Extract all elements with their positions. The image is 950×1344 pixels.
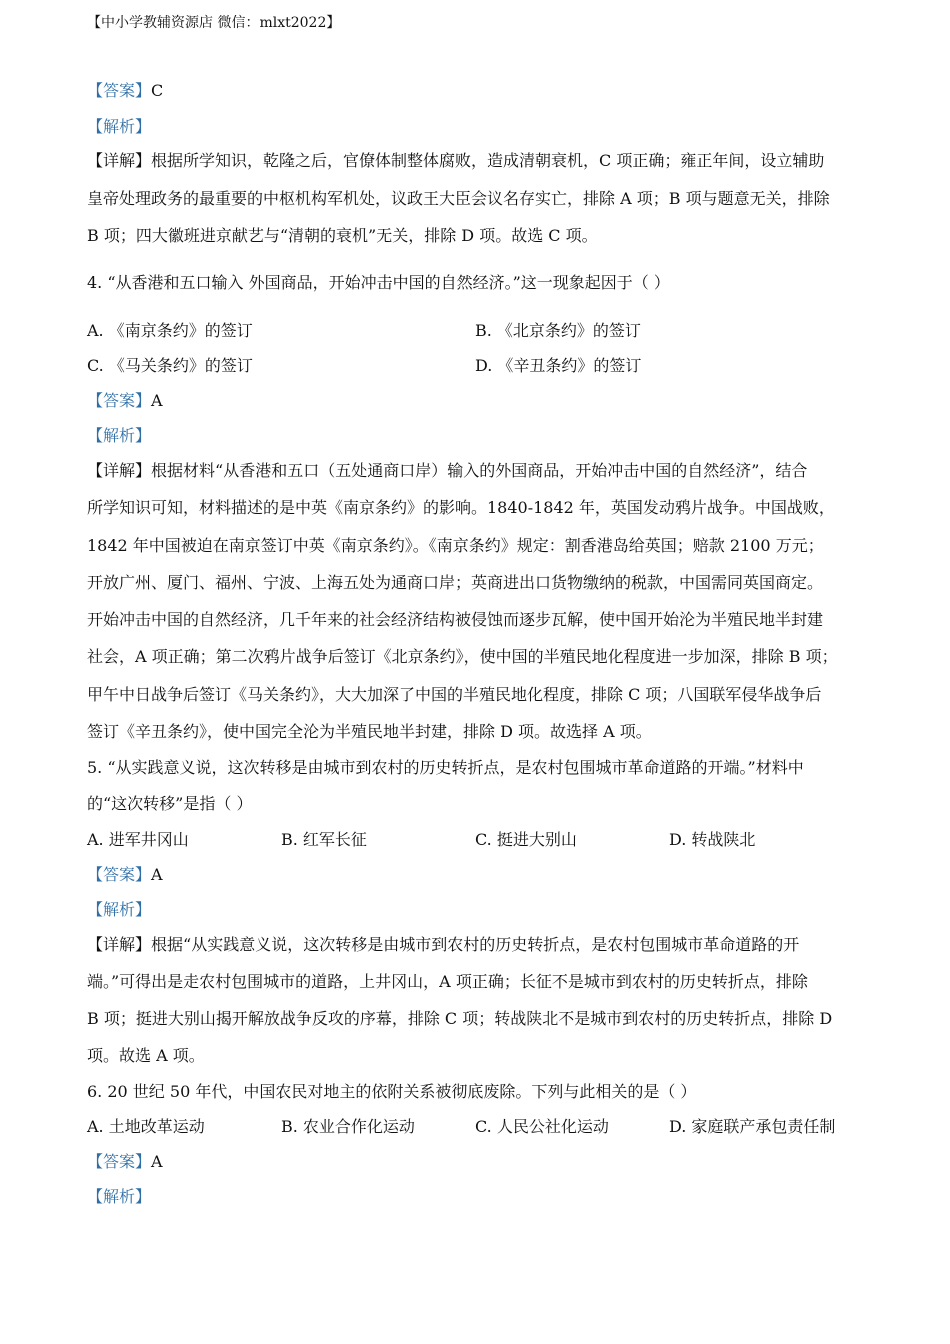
option-d: D. 转战陕北 xyxy=(669,830,756,849)
analysis-line xyxy=(87,899,151,921)
option-c: C. 人民公社化运动 xyxy=(475,1117,609,1136)
answer-tag: 【答案】 xyxy=(87,865,152,884)
analysis-tag: 【解析】 xyxy=(87,900,152,919)
analysis-tag: 【解析】 xyxy=(87,426,152,445)
analysis-line xyxy=(87,425,151,447)
option-a: A. 土地改革运动 xyxy=(87,1117,205,1136)
answer-value: A xyxy=(151,865,163,884)
detail-line: 皇帝处理政务的最重要的中枢机构军机处，议政王大臣会议名存实亡，排除 A 项；B 项与题意无关，排除 xyxy=(87,189,830,208)
detail-line: B 项；四大徽班进京献艺与“清朝的衰机”无关，排除 D 项。故选 C 项。 xyxy=(87,226,598,245)
option-b: B. 红军长征 xyxy=(281,830,367,849)
detail-line xyxy=(87,150,824,172)
detail-text: 根据所学知识，乾隆之后，官僚体制整体腐败，造成清朝衰机，C 项正确；雍正年间，设立辅助 xyxy=(151,151,825,170)
option-b: B. 《北京条约》的签订 xyxy=(475,321,641,340)
question-text: 6. 20 世纪 50 年代，中国农民对地主的依附关系被彻底废除。下列与此相关的是（ ） xyxy=(87,1082,697,1101)
answer-value: C xyxy=(151,81,164,100)
answer-value: A xyxy=(151,391,163,410)
detail-line: 开放广州、厦门、福州、宁波、上海五处为通商口岸；英商进出口货物缴纳的税款，中国需同英国商定。 xyxy=(87,573,824,592)
option-c: C. 挺进大别山 xyxy=(475,830,577,849)
detail-line xyxy=(87,460,807,482)
detail-text: 根据材料“从香港和五口（五处通商口岸）输入的外国商品，开始冲击中国的自然经济”，结合 xyxy=(151,461,808,480)
option-a: A. 《南京条约》的签订 xyxy=(87,321,253,340)
answer-line xyxy=(87,80,163,102)
option-d: D. 家庭联产承包责任制 xyxy=(669,1117,836,1136)
detail-line: 社会，A 项正确；第二次鸦片战争后签订《北京条约》，使中国的半殖民地化程度进一步加深，排除 B 项； xyxy=(87,647,838,666)
option-c: C. 《马关条约》的签订 xyxy=(87,356,253,375)
detail-line: 项。故选 A 项。 xyxy=(87,1046,205,1065)
detail-tag: 【详解】 xyxy=(87,151,152,170)
page-header: 【中小学教辅资源店 微信：mlxt2022】 xyxy=(87,15,341,31)
question-text: 5. “从实践意义说，这次转移是由城市到农村的历史转折点，是农村包围城市革命道路的开端。”材料中 xyxy=(87,758,804,777)
answer-line xyxy=(87,1151,163,1173)
question-text: 4. “从香港和五口输入 外国商品，开始冲击中国的自然经济。”这一现象起因于（ ） xyxy=(87,273,670,292)
detail-tag: 【详解】 xyxy=(87,935,152,954)
option-d: D. 《辛丑条约》的签订 xyxy=(475,356,642,375)
detail-line: 1842 年中国被迫在南京签订中英《南京条约》。《南京条约》规定：割香港岛给英国；赔款 2100 万元； xyxy=(87,536,824,555)
analysis-tag: 【解析】 xyxy=(87,1187,152,1206)
option-b: B. 农业合作化运动 xyxy=(281,1117,415,1136)
analysis-line xyxy=(87,116,151,138)
option-a: A. 进军井冈山 xyxy=(87,830,189,849)
answer-value: A xyxy=(151,1152,163,1171)
analysis-line xyxy=(87,1186,151,1208)
detail-line: 甲午中日战争后签订《马关条约》，大大加深了中国的半殖民地化程度，排除 C 项；八国联军侵华战争后 xyxy=(87,685,822,704)
answer-line xyxy=(87,390,163,412)
question-text: 的“这次转移”是指（ ） xyxy=(87,794,253,813)
analysis-tag: 【解析】 xyxy=(87,117,152,136)
detail-text: 根据“从实践意义说，这次转移是由城市到农村的历史转折点，是农村包围城市革命道路的开 xyxy=(151,935,800,954)
answer-tag: 【答案】 xyxy=(87,391,152,410)
detail-tag: 【详解】 xyxy=(87,461,152,480)
answer-tag: 【答案】 xyxy=(87,1152,152,1171)
answer-tag: 【答案】 xyxy=(87,81,152,100)
detail-line: 签订《辛丑条约》，使中国完全沦为半殖民地半封建，排除 D 项。故选择 A 项。 xyxy=(87,722,652,741)
detail-line: B 项；挺进大别山揭开解放战争反攻的序幕，排除 C 项；转战陕北不是城市到农村的历史转折点，排除 D xyxy=(87,1009,833,1028)
detail-line: 开始冲击中国的自然经济，几千年来的社会经济结构被侵蚀而逐步瓦解，使中国开始沦为半殖民地半封建 xyxy=(87,610,824,629)
detail-line: 所学知识可知，材料描述的是中英《南京条约》的影响。1840-1842 年，英国发动鸦片战争。中国战败， xyxy=(87,498,835,517)
answer-line xyxy=(87,864,163,886)
detail-line xyxy=(87,934,799,956)
detail-line: 端。”可得出是走农村包围城市的道路，上井冈山，A 项正确；长征不是城市到农村的历史转折点，排除 xyxy=(87,972,808,991)
